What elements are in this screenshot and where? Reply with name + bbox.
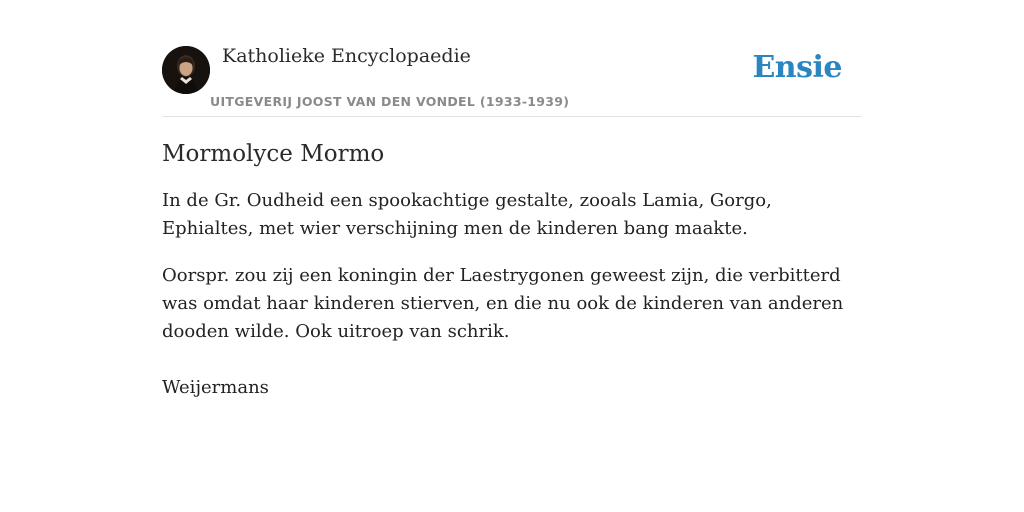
page-container xyxy=(162,0,862,402)
portrait-icon xyxy=(162,46,210,94)
brand-logo[interactable]: Ensie xyxy=(752,50,842,85)
portrait-avatar[interactable] xyxy=(162,46,210,94)
article-title: Mormolyce Mormo xyxy=(162,141,385,167)
site-title[interactable]: Katholieke Encyclopaedie xyxy=(222,45,471,67)
article-paragraph: In de Gr. Oudheid een spookachtige gestalte, zooals Lamia, Gorgo, Ephialtes, met wier verschijning men de kinderen bang maakte. xyxy=(162,190,772,239)
header xyxy=(162,0,862,117)
article-paragraph: Oorspr. zou zij een koningin der Laestrygonen geweest zijn, die verbitterd was omdat haar kinderen stierven, en die nu ook de kinderen van anderen dooden wilde. Ook uitroep van schrik. xyxy=(162,265,844,342)
publisher-label: UITGEVERIJ JOOST VAN DEN VONDEL (1933-1939) xyxy=(210,94,570,109)
article-author: Weijermans xyxy=(162,377,269,398)
